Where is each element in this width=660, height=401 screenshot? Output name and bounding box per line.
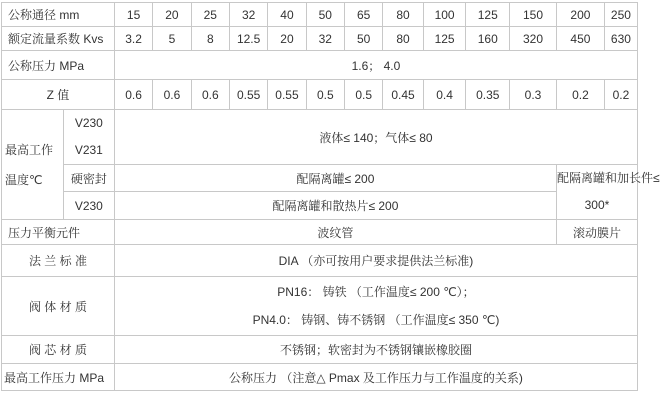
- kvs-cell: 125: [423, 27, 466, 51]
- table-row: [2, 364, 638, 391]
- max-temp-label-line2: 温度℃: [5, 172, 43, 187]
- kvs-cell: 8: [191, 27, 229, 51]
- max-temp-sub-v230-v231: [63, 110, 114, 165]
- table-row: [2, 336, 638, 364]
- v230-v231-temp-value: 液体≤ 140；气体≤ 80: [114, 110, 637, 165]
- core-material-label: 阀 芯 材 质: [2, 336, 115, 364]
- body-material-line1: PN16： 铸铁 （工作温度≤ 200 ℃）；: [277, 285, 475, 299]
- max-temp-label: [2, 110, 64, 220]
- sub-label-v230b: V230: [63, 192, 114, 220]
- table-row: [2, 80, 638, 110]
- table-row: [2, 220, 638, 245]
- balance-right-value: 滚动膜片: [556, 220, 637, 245]
- core-material-value: 不锈钢；软密封为不锈钢镶嵌橡胶圈: [114, 336, 637, 364]
- z-value-cell: 0.5: [344, 80, 382, 110]
- nominal-diameter-cell: 20: [153, 3, 191, 27]
- balance-label: 压力平衡元件: [2, 220, 115, 245]
- z-value-cell: 0.6: [191, 80, 229, 110]
- kvs-cell: 20: [268, 27, 306, 51]
- flange-value: DIA （亦可按用户要求提供法兰标准): [114, 245, 637, 277]
- nominal-diameter-cell: 15: [114, 3, 152, 27]
- extension-temp-line2: 300*: [584, 198, 610, 212]
- pressure-value: 1.6； 4.0: [114, 51, 637, 80]
- nominal-diameter-cell: 65: [344, 3, 382, 27]
- kvs-cell: 50: [344, 27, 382, 51]
- sub-label-hard-seal: 硬密封: [63, 165, 114, 192]
- nominal-diameter-cell: 40: [268, 3, 306, 27]
- kvs-cell: 630: [604, 27, 637, 51]
- table-row: [2, 27, 638, 51]
- max-work-pressure-value: 公称压力 （注意△ Pmax 及工作压力与工作温度的关系): [114, 364, 637, 391]
- valve-spec-table: [1, 2, 660, 391]
- z-value-cell: 0.2: [556, 80, 604, 110]
- z-value-cell: 0.35: [466, 80, 510, 110]
- body-material-label: 阀 体 材 质: [2, 277, 115, 336]
- body-material-line2: PN4.0： 铸钢、铸不锈钢 （工作温度≤ 350 ℃): [252, 313, 500, 327]
- z-value-cell: 0.6: [114, 80, 152, 110]
- nominal-diameter-cell: 125: [466, 3, 510, 27]
- nominal-diameter-cell: 250: [604, 3, 637, 27]
- z-value-label: Z 值: [2, 80, 115, 110]
- table-row: [2, 51, 638, 80]
- kvs-cell: 32: [306, 27, 344, 51]
- kvs-cell: 3.2: [114, 27, 152, 51]
- balance-left-value: 波纹管: [114, 220, 556, 245]
- z-value-cell: 0.5: [306, 80, 344, 110]
- table-row: [2, 277, 638, 336]
- nominal-diameter-cell: 25: [191, 3, 229, 27]
- nominal-diameter-cell: 50: [306, 3, 344, 27]
- body-material-value: [114, 277, 637, 336]
- nominal-diameter-cell: 200: [556, 3, 604, 27]
- kvs-cell: 80: [383, 27, 423, 51]
- kvs-cell: 160: [466, 27, 510, 51]
- kvs-cell: 320: [510, 27, 557, 51]
- pressure-label: 公称压力 MPa: [2, 51, 115, 80]
- max-temp-label-line1: 最高工作: [5, 142, 54, 157]
- z-value-cell: 0.4: [423, 80, 466, 110]
- z-value-cell: 0.2: [604, 80, 637, 110]
- hard-seal-temp-value: 配隔离罐≤ 200: [114, 165, 556, 192]
- nominal-diameter-label: 公称通径 mm: [2, 3, 115, 27]
- nominal-diameter-cell: 32: [229, 3, 267, 27]
- nominal-diameter-cell: 150: [510, 3, 557, 27]
- nominal-diameter-cell: 100: [423, 3, 466, 27]
- kvs-cell: 12.5: [229, 27, 267, 51]
- v230b-temp-value: 配隔离罐和散热片≤ 200: [114, 192, 556, 220]
- extension-temp-value: [556, 165, 660, 220]
- extension-temp-line1: 配隔离罐和加长件≤: [556, 171, 660, 185]
- max-work-pressure-label: 最高工作压力 MPa: [2, 364, 115, 391]
- z-value-cell: 0.45: [383, 80, 423, 110]
- table-row: [2, 165, 638, 192]
- sub-label-v230: V230: [74, 116, 103, 130]
- z-value-cell: 0.3: [510, 80, 557, 110]
- z-value-cell: 0.55: [268, 80, 306, 110]
- table-row: [2, 3, 638, 27]
- z-value-cell: 0.6: [153, 80, 191, 110]
- kvs-label: 额定流量系数 Kvs: [2, 27, 115, 51]
- nominal-diameter-cell: 80: [383, 3, 423, 27]
- table-row: [2, 192, 638, 220]
- z-value-cell: 0.55: [229, 80, 267, 110]
- table-row: [2, 245, 638, 277]
- flange-label: 法 兰 标 准: [2, 245, 115, 277]
- kvs-cell: 450: [556, 27, 604, 51]
- kvs-cell: 5: [153, 27, 191, 51]
- sub-label-v231: V231: [74, 143, 103, 157]
